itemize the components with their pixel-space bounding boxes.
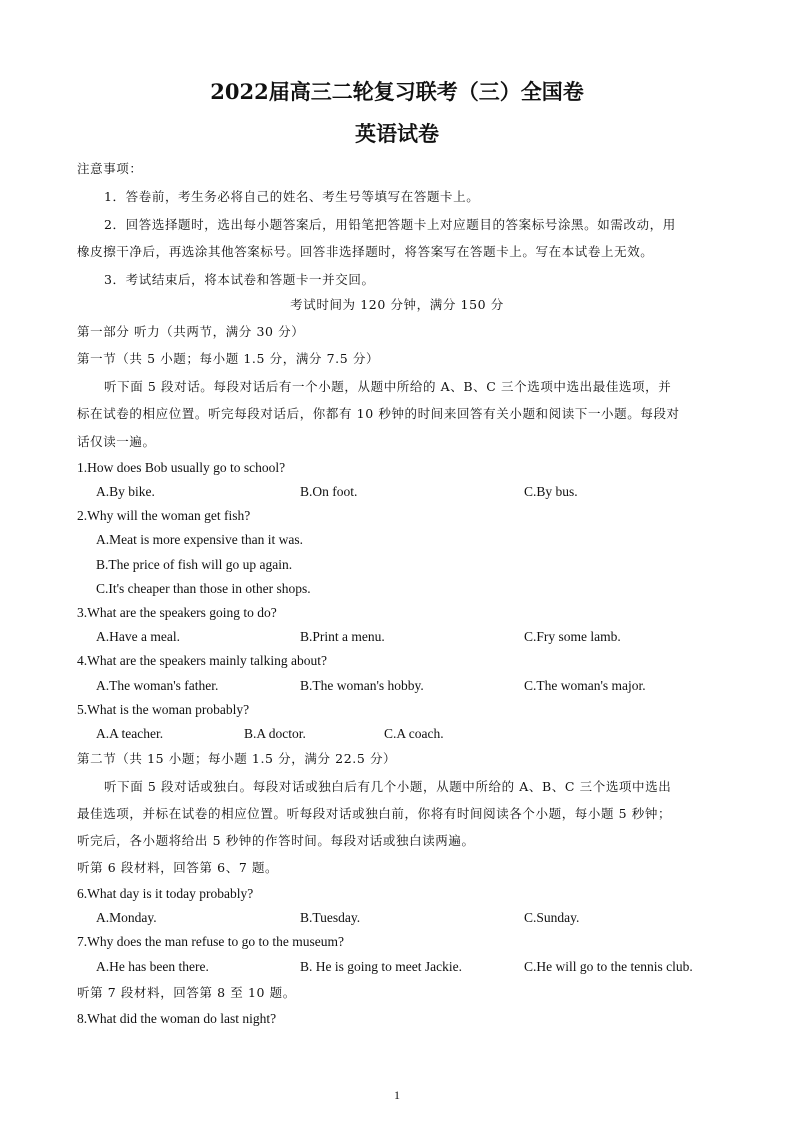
option-c: C.He will go to the tennis club. — [524, 959, 693, 974]
section2-instructions: 听完后，各小题将给出 5 秒钟的作答时间。每段对话或独白读两遍。 — [77, 833, 475, 848]
option-a: A.Meat is more expensive than it was. — [96, 532, 303, 547]
option-b: B.Tuesday. — [300, 910, 361, 925]
question-stem: 5.What is the woman probably? — [77, 702, 250, 717]
exam-subtitle: 英语试卷 — [355, 121, 439, 146]
section1-instructions: 话仅读一遍。 — [77, 434, 156, 449]
material-heading: 听第 7 段材料，回答第 8 至 10 题。 — [77, 985, 296, 1000]
option-c: C.A coach. — [384, 726, 444, 741]
section2-heading: 第二节（共 15 小题；每小题 1.5 分，满分 22.5 分） — [77, 751, 397, 766]
section1-instructions: 标在试卷的相应位置。听完每段对话后，你都有 10 秒钟的时间来回答有关小题和阅读下一小题。每段对 — [77, 406, 680, 421]
option-c: C.By bus. — [524, 484, 578, 499]
option-c: C.Sunday. — [524, 910, 580, 925]
exam-time-info: 考试时间为 120 分钟，满分 150 分 — [290, 297, 504, 312]
option-a: A.The woman's father. — [96, 678, 219, 693]
section1-heading: 第一节（共 5 小题；每小题 1.5 分，满分 7.5 分） — [77, 351, 380, 366]
question-stem: 6.What day is it today probably? — [77, 886, 254, 901]
option-b: B.A doctor. — [244, 726, 306, 741]
exam-title: 2022届高三二轮复习联考（三）全国卷 — [210, 79, 584, 104]
notice-heading: 注意事项： — [77, 161, 143, 176]
option-b: B.The woman's hobby. — [300, 678, 424, 693]
notice-item: 2．回答选择题时，选出每小题答案后，用铅笔把答题卡上对应题目的答案标号涂黑。如需改动，用 — [104, 217, 676, 232]
question-stem: 8.What did the woman do last night? — [77, 1011, 277, 1026]
question-stem: 2.Why will the woman get fish? — [77, 508, 251, 523]
page-number: 1 — [394, 1088, 400, 1102]
option-a: A.A teacher. — [96, 726, 164, 741]
notice-item: 3．考试结束后，将本试卷和答题卡一并交回。 — [104, 272, 375, 287]
option-b: B. He is going to meet Jackie. — [300, 959, 462, 974]
question-stem: 1.How does Bob usually go to school? — [77, 460, 286, 475]
notice-item: 1．答卷前，考生务必将自己的姓名、考生号等填写在答题卡上。 — [104, 189, 480, 204]
section2-instructions: 最佳选项，并标在试卷的相应位置。听每段对话或独白前，你将有时间阅读各个小题，每小题 5 秒钟； — [77, 806, 672, 821]
material-heading: 听第 6 段材料，回答第 6、7 题。 — [77, 860, 279, 875]
option-c: C.Fry some lamb. — [524, 629, 621, 644]
option-a: A.He has been there. — [96, 959, 209, 974]
section2-instructions: 听下面 5 段对话或独白。每段对话或独白后有几个小题，从题中所给的 A、B、C 三个选项中选出 — [104, 779, 672, 794]
question-stem: 3.What are the speakers going to do? — [77, 605, 277, 620]
option-b: B.The price of fish will go up again. — [96, 557, 293, 572]
option-a: A.By bike. — [96, 484, 155, 499]
option-a: A.Monday. — [96, 910, 157, 925]
question-stem: 4.What are the speakers mainly talking about? — [77, 653, 328, 668]
option-b: B.Print a menu. — [300, 629, 385, 644]
part1-heading: 第一部分 听力（共两节，满分 30 分） — [77, 324, 305, 339]
notice-item: 橡皮擦干净后，再选涂其他答案标号。回答非选择题时，将答案写在答题卡上。写在本试卷上无效。 — [77, 244, 654, 259]
question-stem: 7.Why does the man refuse to go to the museum? — [77, 934, 344, 949]
option-b: B.On foot. — [300, 484, 358, 499]
section1-instructions: 听下面 5 段对话。每段对话后有一个小题，从题中所给的 A、B、C 三个选项中选出最佳选项，并 — [104, 379, 672, 394]
option-a: A.Have a meal. — [96, 629, 180, 644]
option-c: C.It's cheaper than those in other shops. — [96, 581, 311, 596]
option-c: C.The woman's major. — [524, 678, 646, 693]
